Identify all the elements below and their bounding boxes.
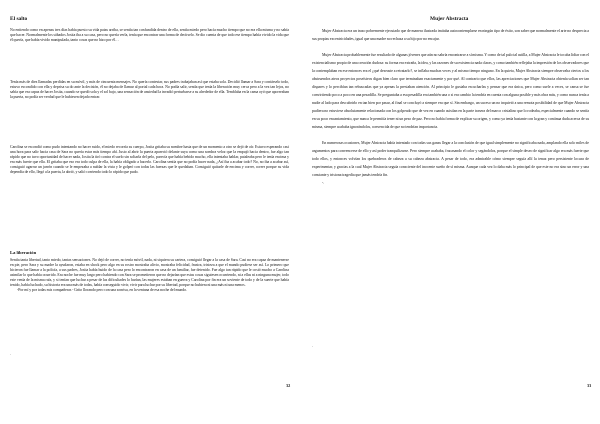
body-text-lower [10, 145, 289, 175]
paragraph: Carolina se escondió como pudo intentando no hacer ruido, el miedo recorría su cuerpo, Josita gritaba su nombre hasta que de un momento a otro se dejó de oír. Estuvo esperando casi una hora para salir hacia casa de Sara no quería estar más tiempo ahí. Justo al abrir la puerta apareció delante suya como una sombra veloz que la empujó hacia dentro, fue algo tan rápido que no tuvo oportunidad de hacer nada, Josita la tiró contra el suelo sin soltarla del pelo, parecía que había bebido mucho, ella intentaba hablar, pataleaba pero le tenía encima y era más fuerte que ella. El gritaba que eso era todo culpa de ella, la había obligado a hacerlo. Carolina sentía que no podía hacer nada, ¿Así iba a acabar todo? No, no iba a acabar así, consiguió agarrar un jarrón cuando se le empezaba a nublar la vista y le golpeó con todas las fuerzas que le quedaban. Consiguió quitarle de encima y correr, correr porque su vida dependía de ello, llegó a la puerta, la abrió, y salió corriendo todo lo rápido que pudo. [10, 145, 289, 175]
page-number-left: 32 [286, 383, 291, 388]
body-text-top [10, 28, 289, 43]
paragraph: Tenía más de diez llamadas perdidas en su móvil, y más de cincuenta mensajes. No quería contestar, sus padres trabajaban así que estaba sola. Decidió llamar a Sara y contárselo todo, estuvo escondido con ella y deprisa su do ante la decisión, él no dejaba de llamar al portal cada hora. No podía salir, sentía que tenía la liberación muy cerca pero a la vez tan lejos, no sabía que era capaz de hacer Josita, cuando se quedó sola y el sol bajo, una sensación de ansiedad la invadió perturbarse a su alrededor de ella. Temblaba en la cama oyó que aporreaban la puerta, no podía ser verdad que le hubiesen dejado entrar. [10, 80, 289, 100]
paragraph: Mujer Abstracta probablemente fue resultado de algunas jóvenes que aún no sabría encontrarse a sí misma. Y como de tal palo tal astilla, a Mujer Abstracta le tocaba lidiar con el existencialismo propio de una creación dudosa: su forma era extraña, la idea, y las razones de su existencia nada claras, y como también reflejaba la impresión de los observadores que la contemplaban en ese entonces era el ¿qué deseaste a retratarlo?, se inflaba muchas veces y al mismo tiempo ninguno. En la quieta, Mujer Abstracta siempre observaba ciertos a los abstruendos ateos proyectos poseísteos digan bien claro que terminaban exactamente y por qué. Al contrario que ellos, las apreciaciones que Mujer Abstracta obtenía solían ser tan dispares y lo percibían tan rebuscadas que ya apenas la prestaban atención. Al principio le gustaba escucharlas y pensar que era única, pero como suele a veces, se cansa se fue convirtiendo poco a poco en una pesadilla. Se preguntaba a esa pesadilla era también una o si era cambio la tendría en cuenta con alguna posible y más obra más, y como nunca tenía a nadie al lado para descubrirlo en tan bien por pasar, al final se concluyó a siempre era que sí. Sin embargo, un suceso un no inquietó a una remota posibilidad de que Mujer Abstracta pudiera no estuviese absolutamente relacionada con los golpeado que de vez en cuando asistían en la parte trasera del marco cristalino que lo rodeaba, especialmente cuando se sentía en su poco encantamiento, que nunca le permitía tener ni un peso de paz. Pero no había forma de explicar su origen, y como ya tenía bastante con la gran y continua duda acerca de su misma, siempre acababa ignorándolos, convencida de que no tendrían importancia. [312, 53, 589, 129]
body-text-middle [10, 80, 289, 100]
paragraph: No entiendo como en apenas tres días había puesto su vida patas arriba, se sentía tan confundida dentro de ella, sentía miedo pero hacía mucho tiempo que no era ella misma y no sabía que hacer. Normalmente los sábados Josita iba a su casa, pero no quería verla, tenía que encontrar una forma de decírselo. Se dio cuenta de que todo ese tiempo había vivido la vida que él quería, que había vivido manipulada, tanto cosas que no hizo por él… [10, 28, 289, 43]
paragraph: Sentía tanta libertad, tanto miedo, tantas sensaciones. No dejó de correr, no tenía móvil, nada, ni siquiera su cartera, consiguió llegar a la casa de Sara. Casi no era capaz de mantenerse en pie, pero Sara y su madre la ayudaron, estaba en shock pero algo en su rostro mostraba alivio, mostraba felicidad, frustra, tristeza a que el mundo pudiese ser así. Lo primero que hicieron fue llamar a la policía, a sus padres, Josita había huido de la casa pero lo encontraron en casa de un familiar, fue detenido. Fue algo tan rápido que le costó mucho a Carolina asimilar lo que había ocurrido. Era noche fue muy largo pero habiendo con Sara se prometieron que no dejarían que estas cosas siguiesen ocurriendo, ni a ellas ni a ninguna mujer, todo este venía de la misma raíz, y si tenían que luchar a pesar de las dificultades lo harían, las mujeres estaban en guerra y Carolina por fin era un soviente de todo y de la suerte que había tenido, había luchado, su historia era una más de todas, había conseguido vivir, vivir para luchar por su libertad, porque no hubiera ni una más ni una menos. [10, 258, 289, 288]
chapter-title: Mujer Abstracta [430, 16, 469, 22]
chapter-title: El salto [10, 16, 28, 22]
right-page [300, 0, 600, 424]
separator-dot: . [10, 351, 11, 356]
paragraph: -Por mí y por todas mis compañeras - Grito llorando pero con una sonrisa, en la ventana de esa noche del mundo. [17, 288, 188, 293]
paragraph: Mujer Abstracta era un trazo pobremente ejecutado que de manera ilustrada imitaba autocontemplarse en ningún tipo de éxito, son saber que normalmente el arte no desprecia a sus propias excentricidades, igual que una madre no rechaza a su hijo por no encajar. [312, 29, 589, 41]
separator-dot: . [312, 343, 313, 348]
section-text [10, 258, 289, 293]
paragraph: -. [322, 181, 325, 185]
page-number-right: 33 [587, 383, 592, 388]
body-text [312, 27, 589, 187]
section-title: La liberación [10, 250, 37, 255]
paragraph: En numerosas ocasiones, Mujer Abstracta había intentado con todas sus ganas llegar a la conclusión de que igual simplemente no significaba nada, amplando ella solo miles de argumentos para convencerse de ello y así poder tranquilizarse. Pero siempre acababa, fracasando el color y segándolos, porque el simple deseo de significar algo era más fuerte que todo ellos, y entonces volvían los quebraderos de cabeza a su cabeza abstracta. A pesar de todo, era admirable cómo siempre seguía allí la tenaz pero persistente locura de experimentar, y gracias a la cual Mujer Abstracta seguía consciente del inocente sueño de sí misma. Aunque cada vez lo daba más lo principal de que este no era sino un error y una constante y tristona tragedia que jamás tendría fin. [312, 141, 589, 177]
